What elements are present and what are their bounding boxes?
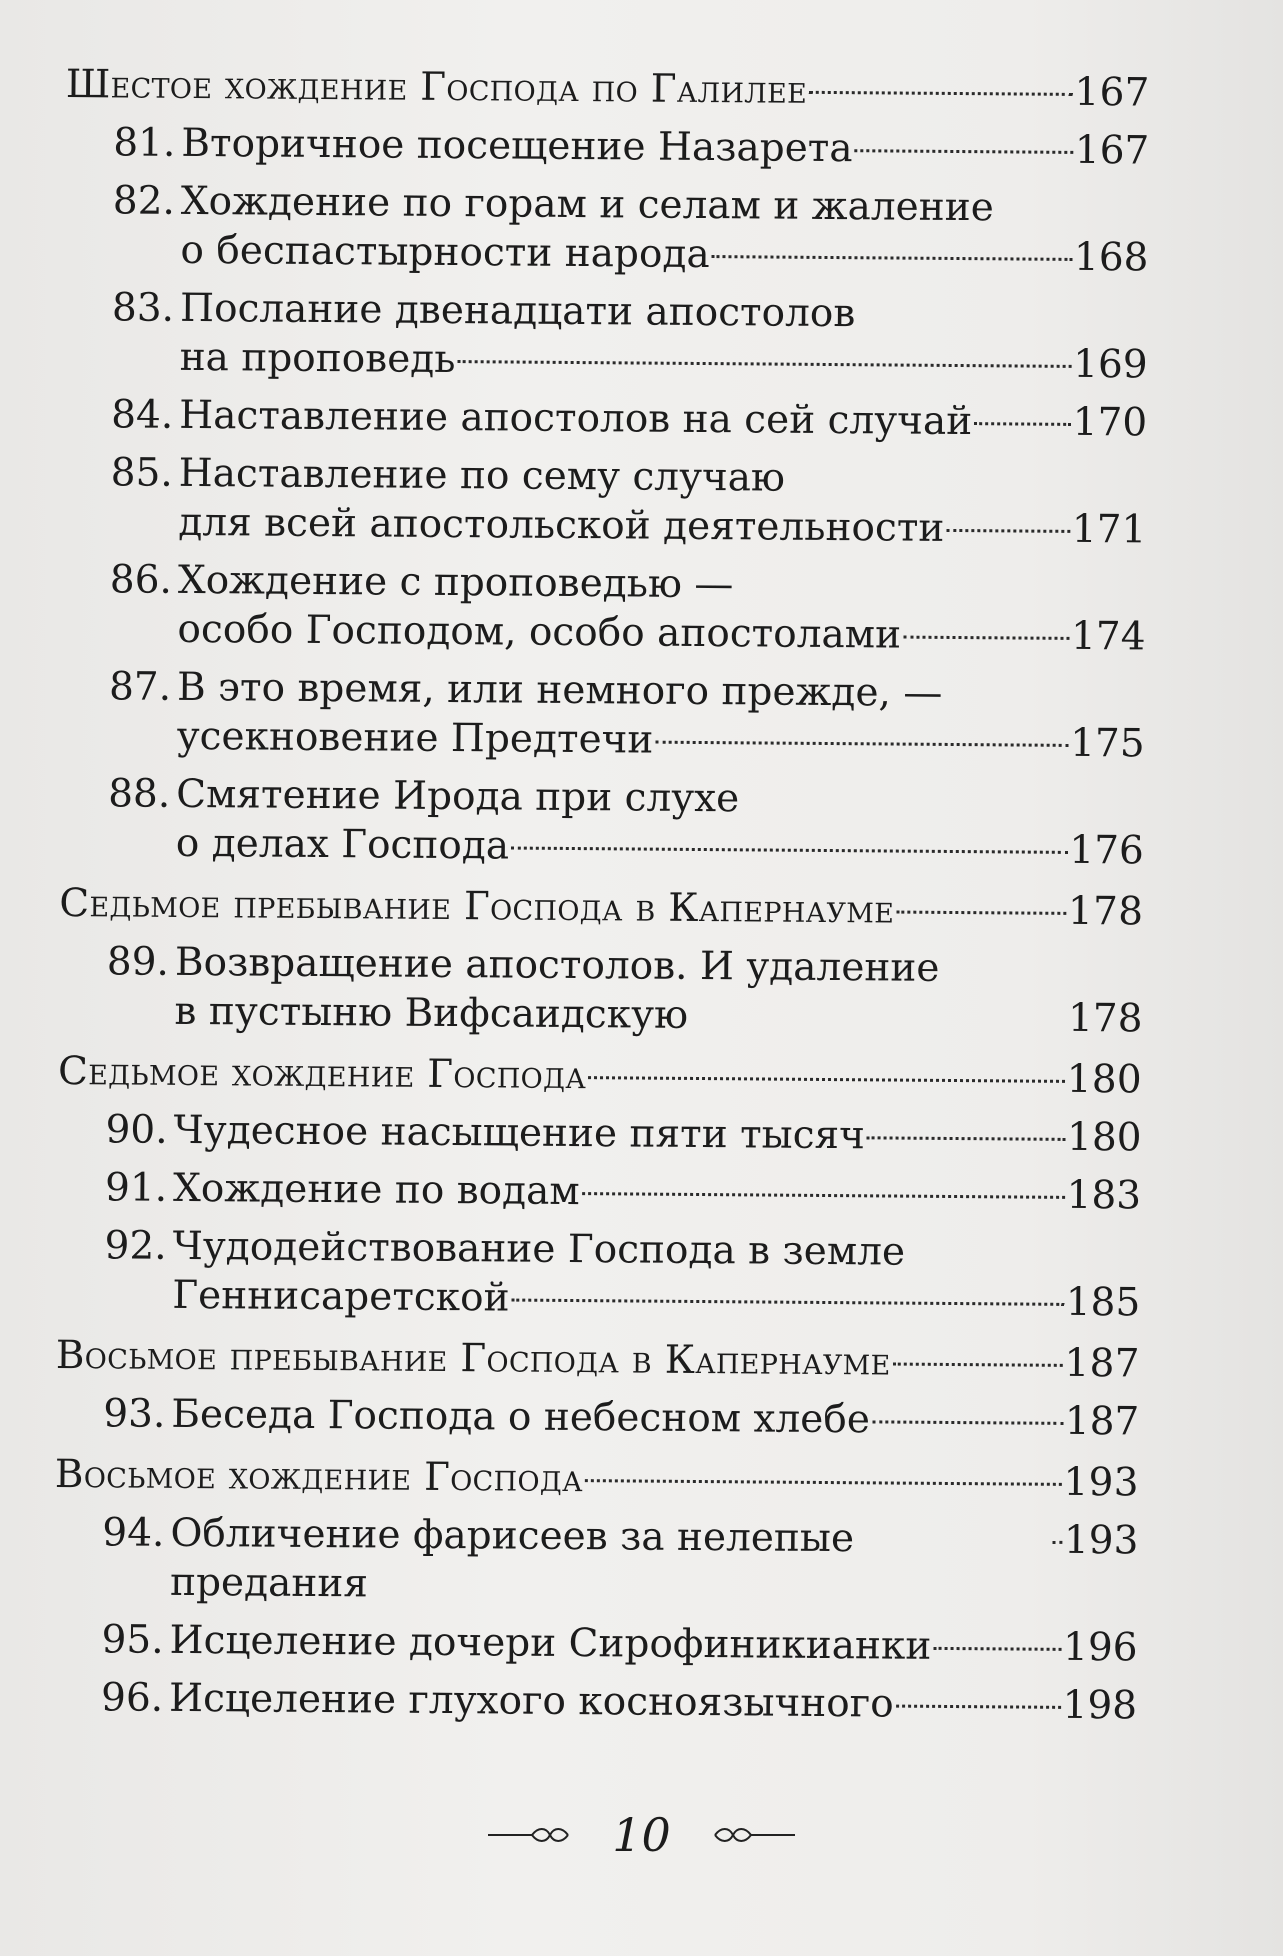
entry-title-line: в пустыню Вифсаидскую	[174, 988, 689, 1038]
entry-number: 94.	[102, 1510, 165, 1556]
entry-title-line: Хождение по водам	[172, 1165, 580, 1215]
leader-dots	[896, 911, 1066, 915]
toc-section-heading	[59, 879, 1143, 937]
leader-dots	[511, 847, 1067, 854]
page-number: 10	[612, 1808, 671, 1862]
page-ref: 167	[1074, 69, 1150, 116]
entry-number: 90.	[105, 1107, 168, 1153]
page-ref: 174	[1070, 613, 1146, 660]
toc-entry	[55, 1389, 1139, 1447]
entry-number: 84.	[111, 392, 174, 438]
leader-dots	[712, 255, 1072, 261]
entry-title-line: на проповедь	[179, 334, 456, 383]
page-ref: 198	[1062, 1682, 1138, 1729]
entry-number: 83.	[111, 285, 175, 331]
leader-dots	[582, 1192, 1065, 1199]
leader-dots	[457, 360, 1071, 368]
leader-dots	[974, 422, 1071, 426]
entry-title-line: Восьмое пребывание Господа в Капернауме	[55, 1332, 891, 1385]
leader-dots	[1052, 1541, 1062, 1544]
table-of-contents	[53, 60, 1150, 1730]
toc-section-heading	[56, 1331, 1140, 1389]
leader-dots	[855, 149, 1073, 154]
toc-entry	[58, 937, 1143, 1044]
entry-title-line: В это время, или немного прежде, —	[176, 664, 943, 716]
page-ref: 196	[1062, 1624, 1138, 1671]
entry-title-line: Смятение Ирода при слухе	[176, 771, 740, 822]
toc-entry	[57, 1163, 1141, 1221]
entry-title-line: для всей апостольской деятельности	[178, 499, 945, 551]
leader-dots	[946, 529, 1070, 533]
entry-number: 92.	[104, 1223, 167, 1269]
toc-entry	[53, 1615, 1137, 1673]
entry-title-line: Исцеление дочери Сирофиникианки	[169, 1617, 932, 1669]
toc-entry	[53, 1673, 1137, 1731]
entry-number: 93.	[103, 1391, 166, 1437]
flourish-ornament-icon	[707, 1825, 797, 1845]
entry-title-line: Хождение по горам и селам и жаление	[180, 178, 994, 231]
leader-dots	[512, 1299, 1064, 1306]
toc-entry	[64, 176, 1149, 283]
toc-entry	[56, 1221, 1141, 1328]
page-ref: 168	[1073, 234, 1149, 281]
entry-number: 85.	[110, 450, 173, 496]
toc-entry	[62, 448, 1147, 555]
toc-entry	[61, 555, 1146, 662]
page-ref: 175	[1070, 720, 1145, 767]
toc-entry	[63, 390, 1147, 448]
entry-number: 89.	[106, 939, 170, 985]
page-ref: 180	[1066, 1056, 1143, 1103]
entry-title-line: Вторичное посещение Назарета	[181, 120, 853, 172]
entry-title-line: Шестое хождение Господа по Галилее	[65, 61, 808, 113]
entry-number: 95.	[101, 1617, 164, 1663]
toc-section-heading	[58, 1047, 1142, 1105]
entry-title-line: о беспастырности народа	[180, 227, 710, 278]
toc-section-heading	[55, 1450, 1139, 1508]
entry-title-line: Обличение фарисеев за нелепые предания	[169, 1510, 855, 1607]
leader-dots	[809, 91, 1072, 96]
leader-dots	[872, 1420, 1063, 1424]
page-ref: 169	[1073, 341, 1148, 388]
leader-dots	[893, 1363, 1063, 1367]
flourish-ornament-icon	[486, 1825, 576, 1845]
toc-entry	[65, 118, 1149, 176]
page-ref: 187	[1064, 1340, 1140, 1387]
page-ref: 176	[1069, 827, 1144, 874]
entry-title-line: Седьмое хождение Господа	[57, 1048, 587, 1099]
entry-title-line: Чудесное насыщение пяти тысяч	[173, 1107, 866, 1159]
entry-title-line: Возвращение апостолов. И удаление	[174, 939, 940, 991]
toc-entry	[60, 769, 1145, 876]
entry-title-line: Беседа Господа о небесном хлебе	[171, 1391, 871, 1443]
entry-title-line: Послание двенадцати апостолов	[179, 285, 856, 337]
page-ref: 167	[1074, 127, 1150, 174]
page-footer	[0, 1808, 1283, 1862]
page-ref: 193	[1063, 1517, 1139, 1564]
leader-dots	[655, 741, 1068, 747]
page-ref: 178	[1067, 995, 1143, 1042]
page-ref: 183	[1066, 1172, 1142, 1219]
page-ref: 193	[1063, 1459, 1140, 1506]
entry-title-line: Чудодействование Господа в земле	[172, 1223, 906, 1275]
page-ref: 180	[1066, 1114, 1142, 1161]
leader-dots	[903, 636, 1069, 640]
entry-title-line: Наставление по сему случаю	[178, 450, 786, 501]
leader-dots	[896, 1705, 1061, 1709]
leader-dots	[588, 1076, 1065, 1083]
entry-number: 96.	[100, 1675, 164, 1721]
leader-dots	[867, 1136, 1065, 1141]
leader-dots	[933, 1647, 1061, 1651]
leader-dots	[690, 1016, 1066, 1022]
leader-dots	[585, 1479, 1062, 1486]
page-ref: 178	[1067, 888, 1144, 935]
entry-number: 87.	[108, 664, 172, 710]
entry-number: 81.	[113, 120, 176, 166]
entry-title-line: Наставление апостолов на сей случай	[179, 392, 973, 445]
page-ref: 170	[1072, 399, 1148, 446]
toc-entry	[63, 283, 1148, 390]
toc-entry	[57, 1105, 1141, 1163]
page-ref: 185	[1065, 1279, 1141, 1326]
toc-entry	[54, 1508, 1139, 1615]
entry-number: 86.	[109, 557, 173, 603]
toc-section-heading	[66, 60, 1150, 118]
entry-number: 88.	[108, 771, 171, 817]
page-ref: 187	[1064, 1398, 1140, 1445]
entry-title-line: о делах Господа	[175, 820, 510, 869]
page-ref: 171	[1071, 506, 1147, 553]
entry-title-line: усекновение Предтечи	[176, 713, 654, 763]
entry-title-line: Седьмое пребывание Господа в Капернауме	[59, 880, 895, 933]
entry-number: 82.	[112, 178, 176, 224]
entry-number: 91.	[104, 1165, 168, 1211]
entry-title-line: Хождение с проповедью —	[177, 557, 734, 608]
entry-title-line: Восьмое хождение Господа	[54, 1451, 584, 1502]
entry-title-line: Геннисаретской	[172, 1272, 510, 1321]
entry-title-line: Исцеление глухого косноязычного	[168, 1675, 894, 1727]
entry-title-line: особо Господом, особо апостолами	[177, 606, 902, 658]
toc-entry	[61, 662, 1146, 769]
